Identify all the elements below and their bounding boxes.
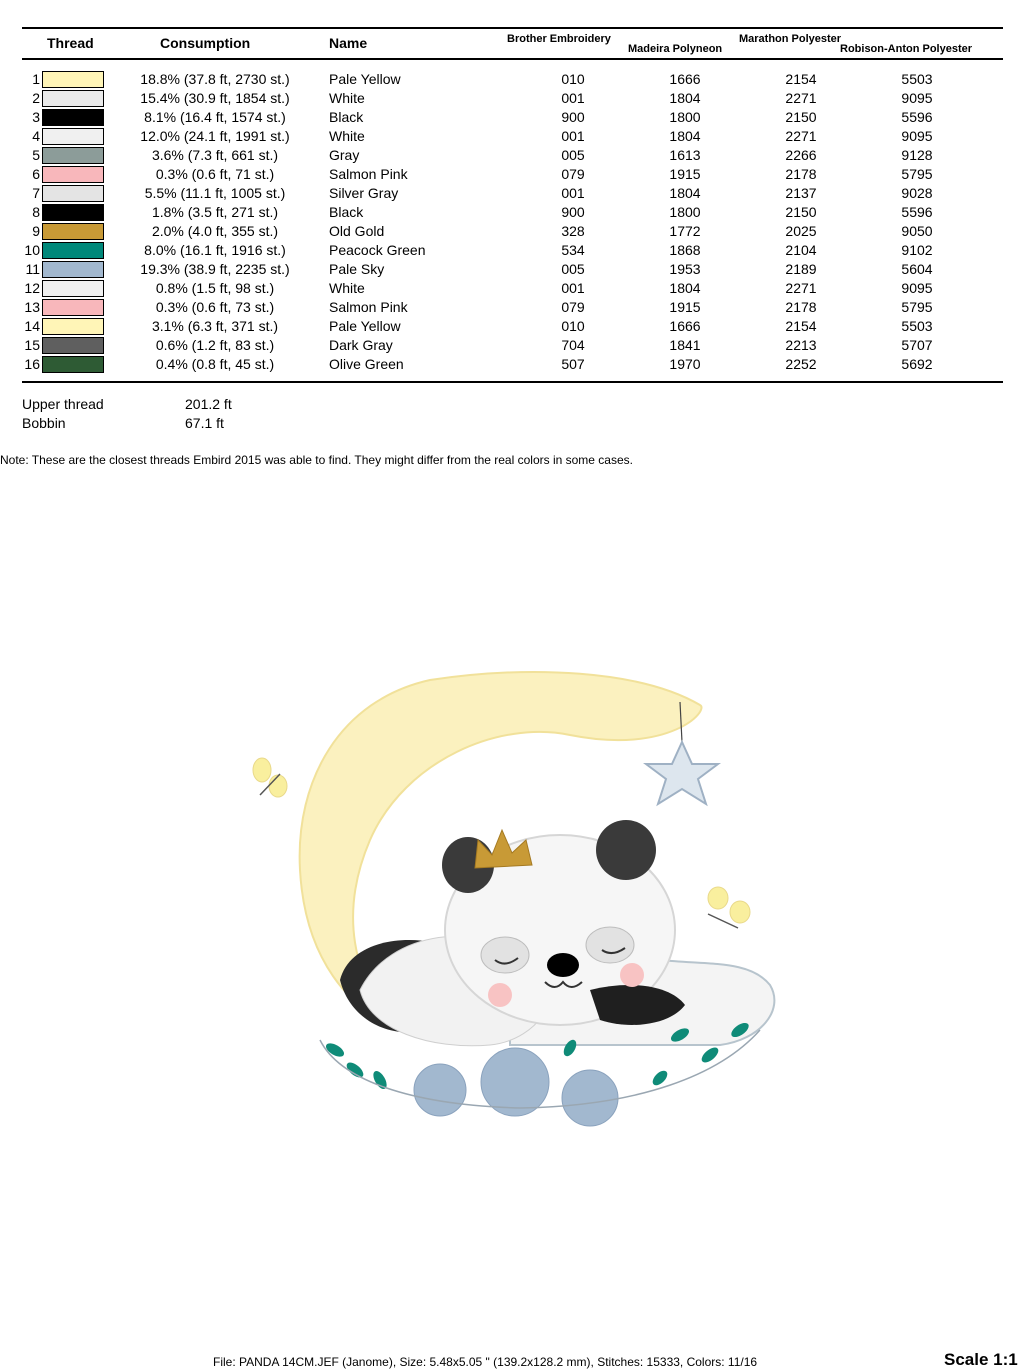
- cell-robison: 5707: [901, 337, 933, 353]
- thread-color-swatch: [42, 242, 104, 259]
- thread-color-swatch: [42, 71, 104, 88]
- cell-consumption: 0.4% (0.8 ft, 45 st.): [155, 356, 275, 372]
- cell-robison: 9028: [901, 185, 933, 201]
- cell-brother: 005: [561, 261, 585, 277]
- cell-consumption: 0.8% (1.5 ft, 98 st.): [155, 280, 275, 296]
- cell-name: White: [329, 128, 365, 144]
- cell-num: 5: [32, 147, 40, 163]
- cell-consumption: 3.1% (6.3 ft, 371 st.): [151, 318, 279, 334]
- cell-robison: 5795: [901, 166, 933, 182]
- cell-robison: 9128: [901, 147, 933, 163]
- cell-name: Black: [329, 109, 364, 125]
- cell-consumption: 12.0% (24.1 ft, 1991 st.): [140, 128, 290, 144]
- cell-consumption: 8.1% (16.4 ft, 1574 st.): [144, 109, 286, 125]
- cell-brother: 010: [561, 318, 585, 334]
- cell-num: 1: [32, 71, 40, 87]
- cell-marathon: 2154: [785, 71, 817, 87]
- cell-madeira: 1804: [669, 185, 701, 201]
- cell-name: Salmon Pink: [329, 166, 408, 182]
- upper-thread-label: Upper thread: [22, 396, 104, 412]
- cell-consumption: 0.3% (0.6 ft, 71 st.): [155, 166, 275, 182]
- cell-consumption: 5.5% (11.1 ft, 1005 st.): [144, 185, 286, 201]
- cell-robison: 9050: [901, 223, 933, 239]
- cell-robison: 5503: [901, 318, 933, 334]
- table-row: [0, 260, 1024, 279]
- cell-marathon: 2271: [785, 280, 817, 296]
- cell-brother: 010: [561, 71, 585, 87]
- cell-robison: 9095: [901, 90, 933, 106]
- bobbin-label: Bobbin: [22, 415, 66, 431]
- cell-name: Dark Gray: [329, 337, 393, 353]
- cell-madeira: 1613: [669, 147, 701, 163]
- cell-madeira: 1666: [669, 71, 701, 87]
- cell-brother: 001: [561, 128, 585, 144]
- thread-color-swatch: [42, 223, 104, 240]
- header-marathon: Marathon Polyester: [739, 33, 842, 45]
- cell-consumption: 3.6% (7.3 ft, 661 st.): [151, 147, 279, 163]
- cell-name: Pale Yellow: [329, 318, 401, 334]
- header-thread: Thread: [47, 35, 94, 51]
- cell-num: 6: [32, 166, 40, 182]
- cell-madeira: 1804: [669, 280, 701, 296]
- table-row: [0, 108, 1024, 127]
- cell-consumption: 18.8% (37.8 ft, 2730 st.): [140, 71, 290, 87]
- table-row: [0, 146, 1024, 165]
- thread-color-swatch: [42, 299, 104, 316]
- cell-num: 14: [24, 318, 40, 334]
- cell-brother: 704: [561, 337, 585, 353]
- cell-madeira: 1970: [669, 356, 701, 372]
- cell-madeira: 1800: [669, 204, 701, 220]
- cell-consumption: 0.3% (0.6 ft, 73 st.): [155, 299, 275, 315]
- cell-robison: 9095: [901, 280, 933, 296]
- header-consumption: Consumption: [160, 35, 251, 51]
- table-row: [0, 70, 1024, 89]
- cell-num: 15: [24, 337, 40, 353]
- table-row: [0, 222, 1024, 241]
- cell-madeira: 1841: [669, 337, 701, 353]
- cell-madeira: 1953: [669, 261, 701, 277]
- file-info: File: PANDA 14CM.JEF (Janome), Size: 5.48x5.05 " (139.2x128.2 mm), Stitches: 15333, Colors: 11/16: [213, 1355, 758, 1369]
- cell-marathon: 2178: [785, 299, 817, 315]
- header-brother: Brother Embroidery: [507, 33, 611, 45]
- cell-madeira: 1666: [669, 318, 701, 334]
- thread-color-swatch: [42, 337, 104, 354]
- cell-madeira: 1915: [669, 299, 701, 315]
- cell-num: 11: [25, 261, 40, 277]
- cell-marathon: 2150: [785, 109, 817, 125]
- cell-marathon: 2154: [785, 318, 817, 334]
- cell-marathon: 2271: [785, 128, 817, 144]
- cell-name: White: [329, 280, 365, 296]
- thread-color-swatch: [42, 204, 104, 221]
- cell-robison: 9102: [901, 242, 933, 258]
- cell-name: Old Gold: [329, 223, 385, 239]
- header-robison: Robison-Anton Polyester: [840, 43, 973, 55]
- cell-marathon: 2189: [785, 261, 817, 277]
- cell-marathon: 2266: [785, 147, 817, 163]
- thread-color-swatch: [42, 109, 104, 126]
- thread-color-swatch: [42, 128, 104, 145]
- cell-madeira: 1800: [669, 109, 701, 125]
- cell-robison: 5596: [901, 204, 933, 220]
- cell-num: 2: [32, 90, 40, 106]
- cell-name: White: [329, 90, 365, 106]
- cell-marathon: 2137: [785, 185, 817, 201]
- cell-brother: 001: [561, 90, 585, 106]
- cell-num: 8: [32, 204, 40, 220]
- cell-brother: 079: [561, 299, 585, 315]
- table-row: [0, 355, 1024, 374]
- cell-robison: 5692: [901, 356, 933, 372]
- cell-brother: 900: [561, 109, 585, 125]
- cell-name: Olive Green: [329, 356, 404, 372]
- table-row: [0, 89, 1024, 108]
- table-row: [0, 184, 1024, 203]
- embroidery-preview-image: [240, 660, 800, 1160]
- table-top-rule: [22, 27, 1003, 29]
- cell-brother: 005: [561, 147, 585, 163]
- thread-note: Note: These are the closest threads Embird 2015 was able to find. They might differ from the real colors in some cases.: [0, 453, 633, 467]
- thread-color-swatch: [42, 318, 104, 335]
- cell-consumption: 0.6% (1.2 ft, 83 st.): [155, 337, 275, 353]
- table-row: [0, 127, 1024, 146]
- cell-name: Peacock Green: [329, 242, 426, 258]
- cell-name: Black: [329, 204, 364, 220]
- table-bottom-rule: [22, 381, 1003, 383]
- thread-color-swatch: [42, 185, 104, 202]
- cell-brother: 507: [561, 356, 585, 372]
- table-header-rule: [22, 58, 1003, 60]
- cell-marathon: 2104: [785, 242, 817, 258]
- cell-consumption: 1.8% (3.5 ft, 271 st.): [151, 204, 279, 220]
- table-row: [0, 317, 1024, 336]
- cell-robison: 5795: [901, 299, 933, 315]
- thread-color-swatch: [42, 261, 104, 278]
- cell-marathon: 2252: [785, 356, 817, 372]
- cell-brother: 079: [561, 166, 585, 182]
- cell-robison: 9095: [901, 128, 933, 144]
- table-row: [0, 298, 1024, 317]
- cell-brother: 534: [561, 242, 585, 258]
- cell-consumption: 19.3% (38.9 ft, 2235 st.): [140, 261, 290, 277]
- scale-label: Scale 1:1: [944, 1350, 1018, 1369]
- table-row: [0, 165, 1024, 184]
- cell-consumption: 2.0% (4.0 ft, 355 st.): [151, 223, 279, 239]
- cell-madeira: 1915: [669, 166, 701, 182]
- bobbin-value: 67.1 ft: [185, 415, 224, 431]
- cell-robison: 5604: [901, 261, 933, 277]
- thread-color-swatch: [42, 90, 104, 107]
- cell-num: 9: [32, 223, 40, 239]
- cell-madeira: 1804: [669, 90, 701, 106]
- cell-name: Pale Sky: [329, 261, 385, 277]
- cell-name: Gray: [329, 147, 360, 163]
- cell-marathon: 2213: [785, 337, 817, 353]
- cell-brother: 001: [561, 185, 585, 201]
- cell-robison: 5503: [901, 71, 933, 87]
- cell-madeira: 1804: [669, 128, 701, 144]
- cell-num: 7: [32, 185, 40, 201]
- cell-marathon: 2271: [785, 90, 817, 106]
- cell-madeira: 1772: [669, 223, 701, 239]
- cell-num: 4: [32, 128, 40, 144]
- cell-num: 10: [24, 242, 40, 258]
- cell-num: 16: [24, 356, 40, 372]
- header-name: Name: [329, 35, 368, 51]
- cell-consumption: 15.4% (30.9 ft, 1854 st.): [140, 90, 290, 106]
- cell-brother: 001: [561, 280, 585, 296]
- cell-marathon: 2025: [785, 223, 817, 239]
- upper-thread-value: 201.2 ft: [185, 396, 232, 412]
- cell-num: 13: [24, 299, 40, 315]
- cell-consumption: 8.0% (16.1 ft, 1916 st.): [144, 242, 286, 258]
- header-madeira: Madeira Polyneon: [628, 43, 723, 55]
- table-row: [0, 336, 1024, 355]
- thread-color-swatch: [42, 280, 104, 297]
- cell-robison: 5596: [901, 109, 933, 125]
- table-row: [0, 241, 1024, 260]
- cell-num: 12: [24, 280, 40, 296]
- cell-name: Silver Gray: [329, 185, 399, 201]
- table-row: [0, 279, 1024, 298]
- table-row: [0, 203, 1024, 222]
- thread-color-swatch: [42, 356, 104, 373]
- cell-brother: 328: [561, 223, 585, 239]
- cell-madeira: 1868: [669, 242, 701, 258]
- cell-brother: 900: [561, 204, 585, 220]
- cell-num: 3: [32, 109, 40, 125]
- cell-marathon: 2178: [785, 166, 817, 182]
- cell-name: Pale Yellow: [329, 71, 401, 87]
- cell-name: Salmon Pink: [329, 299, 408, 315]
- thread-color-swatch: [42, 166, 104, 183]
- cell-marathon: 2150: [785, 204, 817, 220]
- thread-color-swatch: [42, 147, 104, 164]
